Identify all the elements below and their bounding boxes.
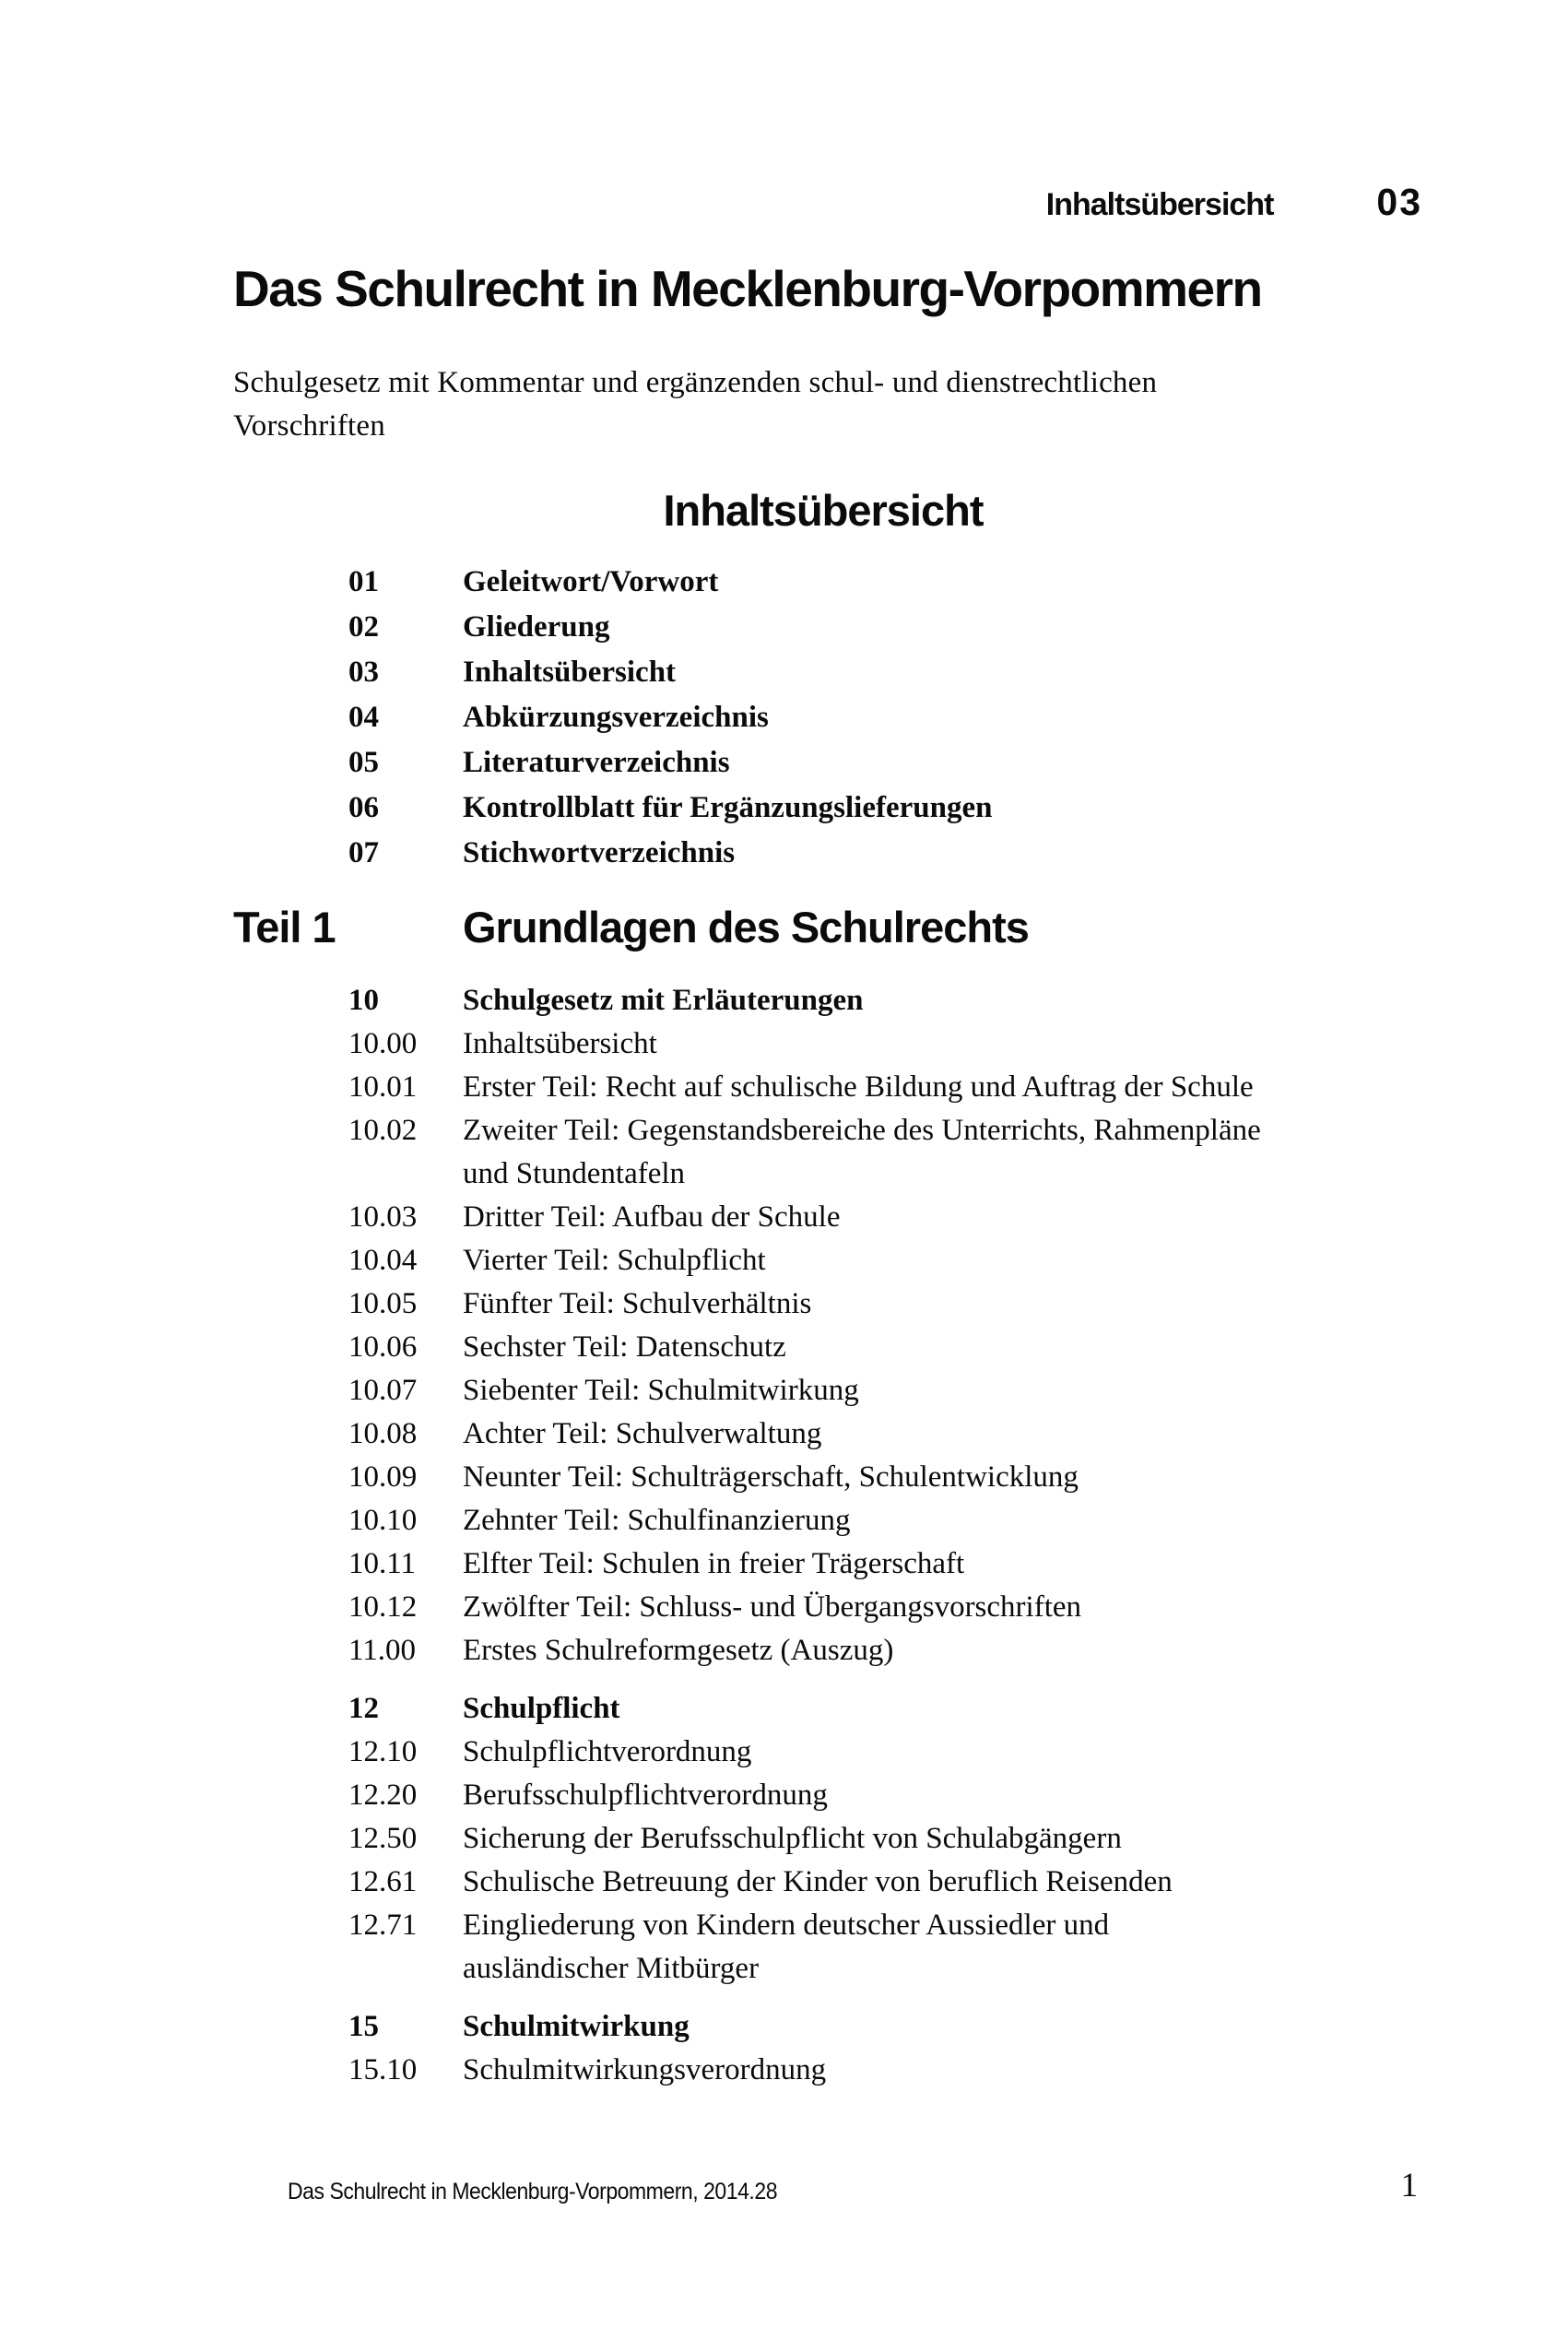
toc-row-12.10 [348,1731,1261,1774]
toc-item-number: 10.01 [348,1070,418,1104]
toc-item-number: 10.10 [348,1504,418,1537]
toc-item-number: 10.11 [348,1547,417,1580]
toc-row-12.50 [348,1817,1261,1861]
toc-row-10.01 [348,1066,1261,1109]
toc-item-number: 04 [348,701,379,734]
document-subtitle-line-2: Vorschriften [233,409,385,443]
running-head [1046,181,1422,224]
toc-item-label-line: Geleitwort/Vorwort [463,565,719,598]
toc-item-label [463,1412,821,1456]
toc-item-number: 06 [348,791,379,824]
toc-item-label-line: Literaturverzeichnis [463,746,730,779]
toc-item-label [463,1817,1122,1861]
toc-row-01 [348,560,992,605]
toc-item-label-line: Sicherung der Berufsschulpflicht von Schulabgängern [463,1822,1122,1855]
toc-item-label-line: Schulpflicht [463,1692,620,1725]
toc-item-label [463,1586,1081,1629]
part-label: Teil 1 [233,903,336,951]
toc-item-number: 10.04 [348,1244,418,1277]
toc-item-label-line: Schulpflichtverordnung [463,1735,752,1768]
toc-item-label-line: Abkürzungsverzeichnis [463,701,769,734]
toc-item-label [463,1456,1079,1499]
running-head-section-number: 03 [1376,181,1422,223]
toc-item-number: 15.10 [348,2053,418,2086]
toc-item-label [463,605,610,650]
toc-row-12.71 [348,1904,1261,1991]
toc-item-label [463,1542,964,1586]
toc-item-label [463,1282,811,1326]
toc-item-number: 10.09 [348,1460,418,1494]
toc-item-number: 15 [348,2010,379,2043]
toc-item-number: 05 [348,746,379,779]
toc-item-label-line: Schulmitwirkungsverordnung [463,2053,827,2086]
toc-item-label-line: Schulgesetz mit Erläuterungen [463,984,864,1017]
toc-item-label-line: Schulmitwirkung [463,2010,690,2043]
toc-item-label [463,2049,826,2092]
toc-item-label-line: Erstes Schulreformgesetz (Auszug) [463,1634,894,1667]
toc-row-12 [348,1687,1261,1731]
document-title: Das Schulrecht in Mecklenburg-Vorpommern [233,260,1262,317]
toc-item-number: 10 [348,984,379,1017]
toc-row-03 [348,650,992,695]
toc-item-label-line: Achter Teil: Schulverwaltung [463,1417,822,1450]
toc-row-10.08 [348,1412,1261,1456]
toc-item-label-line: und Stundentafeln [463,1157,686,1190]
part-title: Grundlagen des Schulrechts [463,903,1029,951]
toc-row-06 [348,786,992,831]
toc-item-label-line: Fünfter Teil: Schulverhältnis [463,1287,812,1320]
toc-item-number: 12.20 [348,1779,418,1812]
toc-item-number: 07 [348,836,379,869]
toc-row-12.61 [348,1861,1261,1904]
toc-section-list [348,979,1261,2092]
toc-item-label-line: Inhaltsübersicht [463,1027,657,1060]
toc-row-10.09 [348,1456,1261,1499]
toc-item-number: 10.02 [348,1114,418,1147]
toc-item-label-line: Vierter Teil: Schulpflicht [463,1244,766,1277]
toc-item-label [463,1904,1109,1991]
toc-item-label-line: Elfter Teil: Schulen in freier Trägerschaft [463,1547,965,1580]
toc-item-label [463,1687,620,1731]
toc-item-label-line: Dritter Teil: Aufbau der Schule [463,1200,841,1234]
toc-item-label [463,1196,840,1239]
toc-item-label-line: Inhaltsübersicht [463,656,677,689]
toc-item-label-line: ausländischer Mitbürger [463,1952,760,1985]
toc-item-label [463,650,676,695]
toc-item-label-line: Zehnter Teil: Schulfinanzierung [463,1504,851,1537]
toc-item-label-line: Berufsschulpflichtverordnung [463,1779,828,1812]
toc-row-10.12 [348,1586,1261,1629]
toc-item-number: 11.00 [348,1634,417,1667]
toc-item-label-line: Zwölfter Teil: Schluss- und Übergangsvorschriften [463,1590,1082,1624]
toc-row-07 [348,831,992,876]
toc-item-label [463,1731,751,1774]
toc-item-label-line: Sechster Teil: Datenschutz [463,1330,786,1364]
toc-row-10.05 [348,1282,1261,1326]
toc-item-label [463,1369,859,1412]
footer-imprint: Das Schulrecht in Mecklenburg-Vorpommern, 2014.28 [288,2179,778,2204]
toc-item-label [463,1109,1261,1196]
toc-item-label [463,1499,850,1542]
toc-row-10.11 [348,1542,1261,1586]
toc-row-10.04 [348,1239,1261,1282]
toc-item-label-line: Zweiter Teil: Gegenstandsbereiche des Unterrichts, Rahmenpläne [463,1114,1261,1147]
toc-row-10.07 [348,1369,1261,1412]
toc-front-matter-list [348,560,992,876]
toc-row-10 [348,979,1261,1022]
toc-row-15.10 [348,2049,1261,2092]
toc-item-label [463,1022,657,1066]
toc-row-10.10 [348,1499,1261,1542]
toc-item-label-line: Siebenter Teil: Schulmitwirkung [463,1374,859,1407]
toc-item-label-line: Kontrollblatt für Ergänzungslieferungen [463,791,993,824]
toc-item-label [463,1861,1173,1904]
toc-item-label [463,740,730,786]
toc-item-label-line: Eingliederung von Kindern deutscher Aussiedler und [463,1909,1110,1942]
toc-row-15 [348,2005,1261,2049]
toc-item-label [463,560,718,605]
toc-item-label [463,831,735,876]
toc-item-number: 10.07 [348,1374,418,1407]
toc-item-number: 10.08 [348,1417,418,1450]
toc-row-11.00 [348,1629,1261,1672]
toc-item-label [463,1326,786,1369]
toc-item-number: 10.05 [348,1287,418,1320]
toc-item-number: 10.03 [348,1200,418,1234]
footer-page-number: 1 [1400,2167,1418,2204]
toc-row-10.03 [348,1196,1261,1239]
toc-item-label [463,2005,690,2049]
toc-item-number: 12.61 [348,1865,418,1898]
toc-item-label-line: Neunter Teil: Schulträgerschaft, Schulentwicklung [463,1460,1079,1494]
toc-item-number: 12.71 [348,1909,418,1942]
toc-heading: Inhaltsübersicht [663,486,984,535]
toc-row-12.20 [348,1774,1261,1817]
toc-item-label [463,1066,1254,1109]
toc-row-05 [348,740,992,786]
toc-item-number: 12.50 [348,1822,418,1855]
toc-item-label-line: Stichwortverzeichnis [463,836,736,869]
toc-item-label [463,786,992,831]
toc-item-number: 01 [348,565,379,598]
toc-row-04 [348,695,992,740]
toc-item-number: 10.06 [348,1330,418,1364]
toc-item-number: 10.00 [348,1027,418,1060]
toc-item-number: 02 [348,610,379,644]
toc-item-label [463,1629,893,1672]
document-subtitle [233,361,1157,448]
document-subtitle-line-1: Schulgesetz mit Kommentar und ergänzenden schul- und dienstrechtlichen [233,366,1158,399]
toc-item-label [463,1774,828,1817]
toc-item-number: 12.10 [348,1735,418,1768]
toc-item-label-line: Gliederung [463,610,610,644]
toc-item-label [463,979,863,1022]
toc-item-label [463,1239,766,1282]
toc-row-10.00 [348,1022,1261,1066]
toc-item-number: 12 [348,1692,379,1725]
toc-row-02 [348,605,992,650]
toc-item-label-line: Erster Teil: Recht auf schulische Bildung und Auftrag der Schule [463,1070,1254,1104]
toc-row-10.02 [348,1109,1261,1196]
toc-item-label-line: Schulische Betreuung der Kinder von beruflich Reisenden [463,1865,1173,1898]
toc-item-number: 10.12 [348,1590,418,1624]
part-heading [233,902,1029,952]
toc-item-label [463,695,769,740]
running-head-section-label: Inhaltsübersicht [1045,187,1274,222]
toc-item-number: 03 [348,656,379,689]
toc-row-10.06 [348,1326,1261,1369]
